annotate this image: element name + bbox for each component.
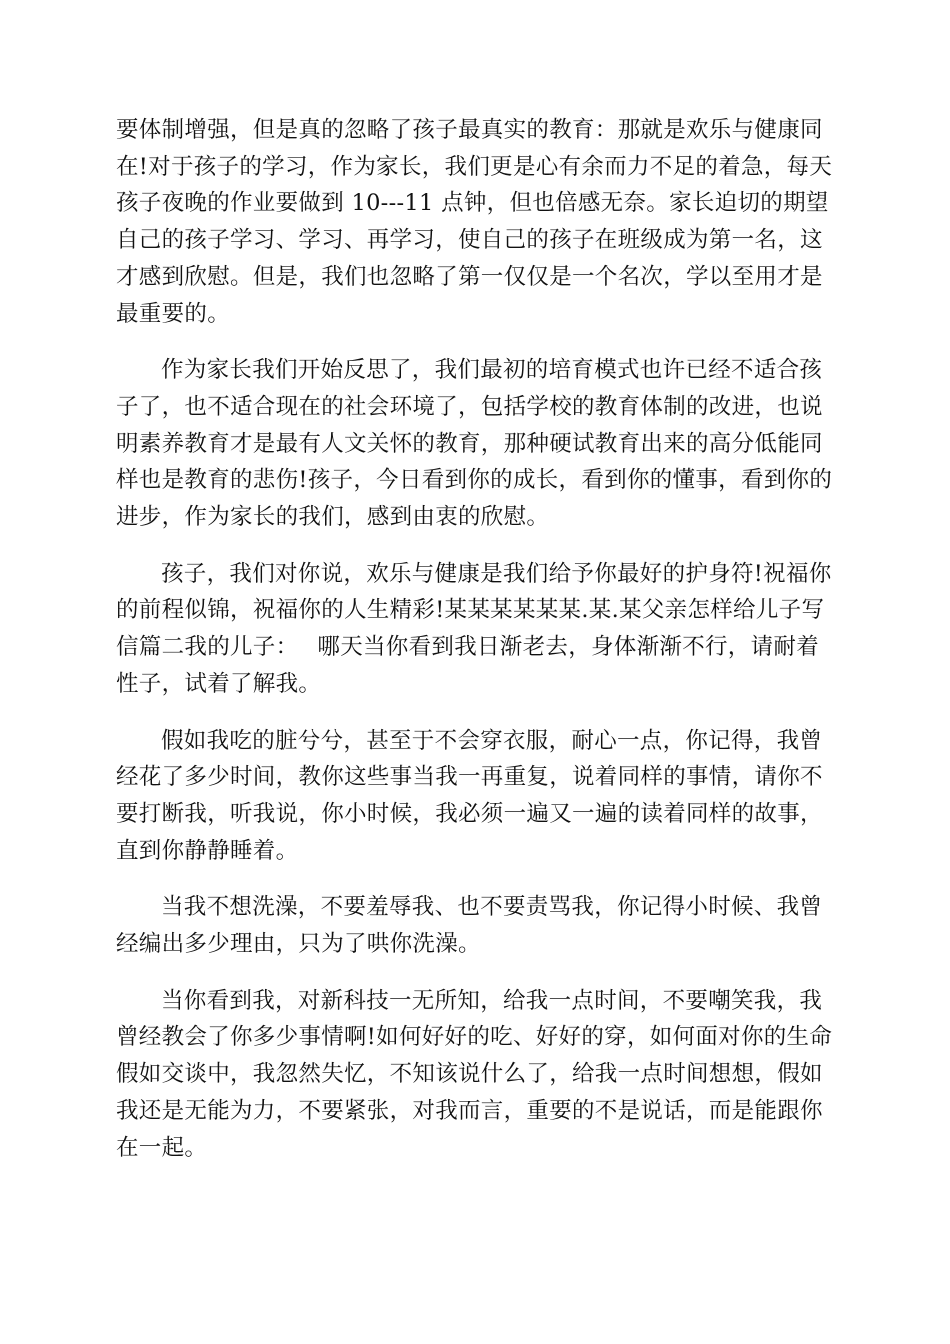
paragraph-6: 当你看到我，对新科技一无所知，给我一点时间，不要嘲笑我，我曾经教会了你多少事情啊!如何好好的吃、好好的穿，如何面对你的生命假如交谈中，我忽然失忆，不知该说什么了，给我一点时间想想，假如我还是无能为力，不要紧张，对我而言，重要的不是说话，而是能跟你在一起。 — [116, 987, 833, 1161]
document-body — [116, 112, 836, 1186]
paragraph-3: 孩子，我们对你说，欢乐与健康是我们给予你最好的护身符!祝福你的前程似锦，祝福你的人生精彩!某某某某某某.某.某父亲怎样给儿子写信篇二我的儿子： 哪天当你看到我日渐老去，身体渐渐不行，请耐着性子，试着了解我。 — [116, 560, 832, 697]
paragraph-1: 要体制增强，但是真的忽略了孩子最真实的教育：那就是欢乐与健康同在!对于孩子的学习，作为家长，我们更是心有余而力不足的着急，每天孩子夜晚的作业要做到 10---11 点钟，但也倍感无奈。家长迫切的期望自己的孩子学习、学习、再学习，使自己的孩子在班级成为第一名，这才感到欣慰。但是，我们也忽略了第一仅仅是一个名次，学以至用才是最重要的。 — [116, 117, 833, 327]
paragraph-2: 作为家长我们开始反思了，我们最初的培育模式也许已经不适合孩子了，也不适合现在的社会环境了，包括学校的教育体制的改进，也说明素养教育才是最有人文关怀的教育，那种硬试教育出来的高分低能同样也是教育的悲伤!孩子，今日看到你的成长，看到你的懂事，看到你的进步，作为家长的我们，感到由衷的欣慰。 — [116, 357, 833, 531]
paragraph-4: 假如我吃的脏兮兮，甚至于不会穿衣服，耐心一点，你记得，我曾经花了多少时间，教你这些事当我一再重复，说着同样的事情，请你不要打断我，听我说，你小时候，我必须一遍又一遍的读着同样的故事，直到你静静睡着。 — [116, 727, 823, 864]
paragraph-5: 当我不想洗澡，不要羞辱我、也不要责骂我，你记得小时候、我曾经编出多少理由，只为了哄你洗澡。 — [116, 894, 823, 958]
